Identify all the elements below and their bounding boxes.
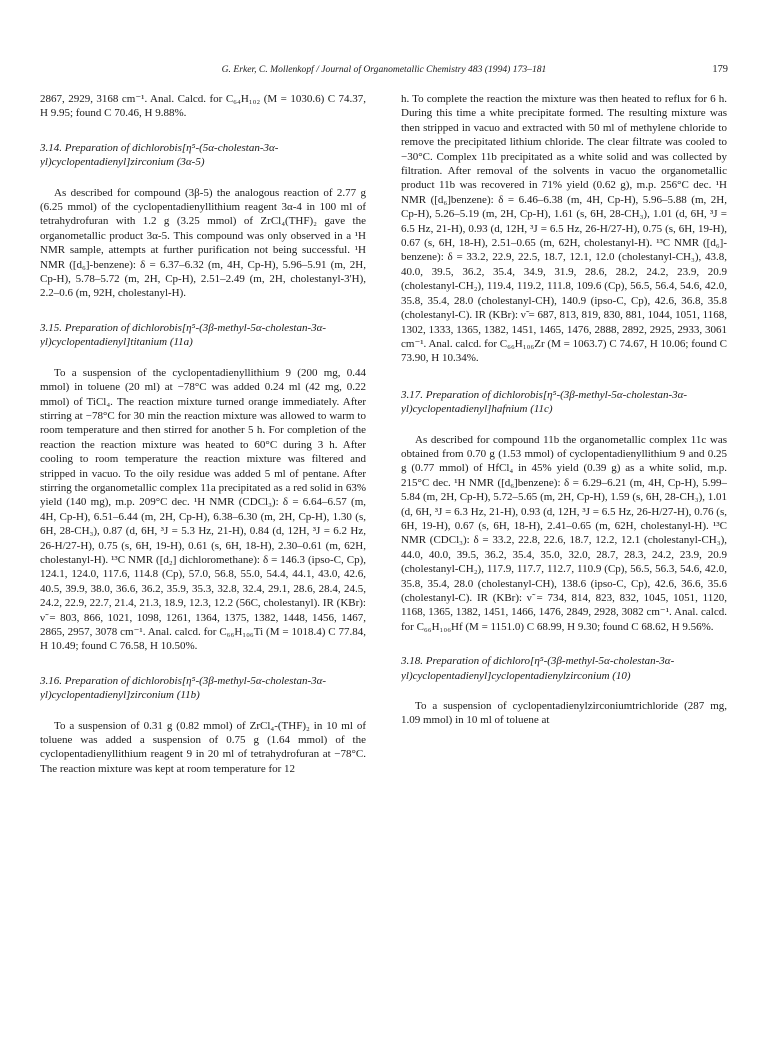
section-body-3-16-continued: h. To complete the reaction the mixture was then heated to reflux for 6 h. During this time a white precipitate formed. The resulting mixture was then stripped in vacuo and extracted with 50 ml of methylene chloride to remove the precipitated lithium chloride. The clear filtrate was cooled to −30°C. Complex 11b precipitated as a white solid and was collected by filtration. After removal of the solvents in vacuo the organometallic product 11b was recovered in 71% yield (0.62 g), m.p. 256°C dec. ¹H NMR ([d₆]benzene): δ = 6.46–6.38 (m, 4H, Cp-H), 5.96–5.88 (m, 2H, Cp-H), 5.26–5.19 (m, 2H, Cp-H), 1.61 (s, 6H, 28-CH₃), 1.01 (d, 6H, ³J = 6.5 Hz, 21-H), 0.93 (d, 12H, ³J = 6.5 Hz, 26-H/27-H), 0.75 (s, 6H, 19-H), 0.67 (s, 6H, 18-H), 2.51–0.65 (m, 62H, cholestanyl-H). ¹³C NMR ([d₆]-benzene): δ = 33.2, 22.9, 22.5, 18.7, 12.1, 12.0 (cholestanyl-CH₃), 43.8, 40.0, 39.5, 36.2, 35.4, 34.9, 31.9, 28.6, 28.2, 24.2, 23.9, 20.9 (cholestanyl-CH₂), 119.4, 119.2, 111.8, 109.6 (Cp), 56.5, 56.4, 54.6, 42.0, 35.8, 35.4, 28.0 (cholestanyl-CH), 140.9 (ipso-C, Cp), 42.6, 36.8, 35.8 (cholestanyl-C). IR (KBr): ν̃ = 687, 813, 819, 830, 881, 1044, 1051, 1168, 1302, 1333, 1365, 1382, 1451, 1465, 1476, 2888, 2892, 2925, 2933, 3061 cm⁻¹. Anal. calcd. for C₆₆H₁₀₆Zr (M = 1063.7) C 74.67, H 10.06; found C 73.90, H 10.34%. [401, 93, 727, 365]
section-heading-3-17: 3.17. Preparation of dichlorobis[η⁵-(3β-methyl-5α-cholestan-3α-yl)cyclopentadienyl]hafnium (11c) [401, 388, 688, 416]
section-body-3-17: As described for compound 11b the organometallic complex 11c was obtained from 0.70 g (1.53 mmol) of cyclopentadienyllithium 9 and 0.25 g (0.77 mmol) of HfCl₄ in 45% yield (0.39 g) as a white solid, m.p. 215°C dec. ¹H NMR ([d₆]benzene): δ = 6.29–6.21 (m, 4H, Cp-H), 5.99–5.84 (m, 2H, Cp-H), 5.72–5.65 (m, 2H, Cp-H), 1.59 (s, 6H, 28-CH₃), 1.01 (d, 6H, ³J = 6.3 Hz, 21-H), 0.93 (d, 12H, ³J = 6.5 Hz, 26-H/27-H), 0.76 (s, 6H, 19-H), 0.67 (s, 6H, 18-H), 2.41–0.65 (m, 62H, cholestanyl-H). ¹³C NMR (CDCl₃): δ = 33.2, 22.8, 22.6, 18.7, 12.2, 12.1 (cholestanyl-CH₃), 44.0, 40.0, 39.5, 36.2, 35.4, 35.0, 32.0, 28.7, 28.3, 24.2, 23.9, 20.9 (cholestanyl-CH₂), 117.9, 117.7, 112.7, 110.9 (Cp), 56.5, 56.3, 54.6, 42.0, 35.8, 35.4, 28.0 (cholestanyl-CH), 138.6 (ipso-C, Cp), 42.6, 36.6, 35.6 (cholestanyl-C). IR (KBr): ν̃ = 734, 814, 823, 832, 1045, 1051, 1120, 1168, 1365, 1382, 1451, 1466, 1476, 2849, 2928, 3082 cm⁻¹. Anal. calcd. for C₆₆H₁₀₆Hf (M = 1151.0) C 68.99, H 9.30; found C 68.62, H 9.56%. [401, 433, 727, 633]
section-heading-3-18: 3.18. Preparation of dichloro[η⁵-(3β-methyl-5α-cholestan-3α-yl)cyclopentadienyl]cyclopentadienylzirconium (10) [401, 655, 675, 682]
right-column [401, 92, 727, 1042]
section-body-3-14: As described for compound (3β-5) the analogous reaction of 2.77 g (6.25 mmol) of the cyclopentadienyllithium reagent 3α-4 in 100 ml of tetrahydrofuran with 1.2 g (3.25 mmol) of ZrCl₄(THF)₂ gave the organometallic product 3α-5. This compound was only observed in a ¹H NMR sample, attempts at further purification not being successful. ¹H NMR ([d₆]-benzene): δ = 6.37–6.32 (m, 4H, Cp-H), 5.96–5.91 (m, 2H, Cp-H), 5.78–5.72 (m, 2H, Cp-H), 2.51–2.49 (m, 2H, cholestanyl-3'H), 2.2–0.6 (m, 92H, cholestanyl-H). [40, 186, 366, 300]
page-number: 179 [712, 64, 728, 75]
section-heading-3-15: 3.15. Preparation of dichlorobis[η⁵-(3β-methyl-5α-cholestan-3α-yl)cyclopentadienyl]titanium (11a) [40, 321, 327, 349]
section-body-3-15: To a suspension of the cyclopentadienyllithium 9 (200 mg, 0.44 mmol) in toluene (20 ml) at −78°C was added 0.24 ml (42 mg, 0.22 mmol) of TiCl₄. The reaction mixture turned orange immediately. After stirring at −78°C for 30 min the reaction mixture was allowed to warm to room temperature and then stirred for another 5 h. For completion of the reaction the reaction mixture was heated to 60°C during 3 h. After cooling to room temperature the reaction mixture was filtered and stripped in vacuo. To the oily residue was added 5 ml of pentane. After stirring the organometallic complex 11a precipitated as a red solid in 63% yield (140 mg), m.p. 209°C dec. ¹H NMR (CDCl₃): δ = 6.64–6.57 (m, 4H, Cp-H), 6.51–6.44 (m, 2H, Cp-H), 6.38–6.30 (m, 2H, Cp-H), 1.30 (s, 6H, 28-CH₃), 0.87 (d, 6H, ³J = 5.3 Hz, 21-H), 0.84 (d, 12H, ³J = 6.2 Hz, 26-H/27-H), 0.75 (s, 6H, 19-H), 0.61 (s, 6H, 18-H), 2.30–0.61 (m, 62H, cholestanyl-H). ¹³C NMR ([d₂] dichloromethane): δ = 146.3 (ipso-C, Cp), 124.1, 124.0, 117.6, 114.8 (Cp), 57.0, 56.8, 55.0, 54.4, 44.1, 43.0, 42.6, 40.5, 39.9, 38.0, 36.6, 36.2, 35.9, 35.3, 32.8, 32.4, 29.1, 28.6, 28.4, 24.5, 24.2, 22.9, 22.7, 21.4, 21.3, 18.9, 12.3, 12.2 (56C, cholestanyl). IR (KBr): ν̃ = 803, 866, 1021, 1098, 1261, 1364, 1375, 1382, 1448, 1456, 1467, 2865, 2957, 3078 cm⁻¹. Anal. calcd. for C₆₆H₁₀₆Ti (M = 1018.4) C 77.84, H 10.49; found C 76.58, H 10.50%. [40, 366, 366, 653]
section-heading-3-14: 3.14. Preparation of dichlorobis[η⁵-(5α-cholestan-3α-yl)cyclopentadienyl]zirconium (3α-5) [40, 141, 279, 169]
left-column [40, 92, 366, 1042]
section-heading-3-16: 3.16. Preparation of dichlorobis[η⁵-(3β-methyl-5α-cholestan-3α-yl)cyclopentadienyl]zirconium (11b) [40, 674, 327, 702]
section-body-3-18: To a suspension of cyclopentadienylzirconiumtrichloride (287 mg, 1.09 mmol) in 10 ml of toluene at [401, 700, 727, 727]
running-head: G. Erker, C. Mollenkopf / Journal of Organometallic Chemistry 483 (1994) 173–181 [221, 64, 547, 75]
continued-paragraph: 2867, 2929, 3168 cm⁻¹. Anal. Calcd. for C₆₄H₁₀₂ (M = 1030.6) C 74.37, H 9.95; found C 70.46, H 9.88%. [40, 93, 366, 120]
section-body-3-16: To a suspension of 0.31 g (0.82 mmol) of ZrCl₄-(THF)₂ in 10 ml of toluene was added a suspension of 0.75 g (1.64 mmol) of the cyclopentadienyllithium reagent 9 in 20 ml of tetrahydrofuran at −78°C. The reaction mixture was kept at room temperature for 12 [40, 719, 366, 775]
